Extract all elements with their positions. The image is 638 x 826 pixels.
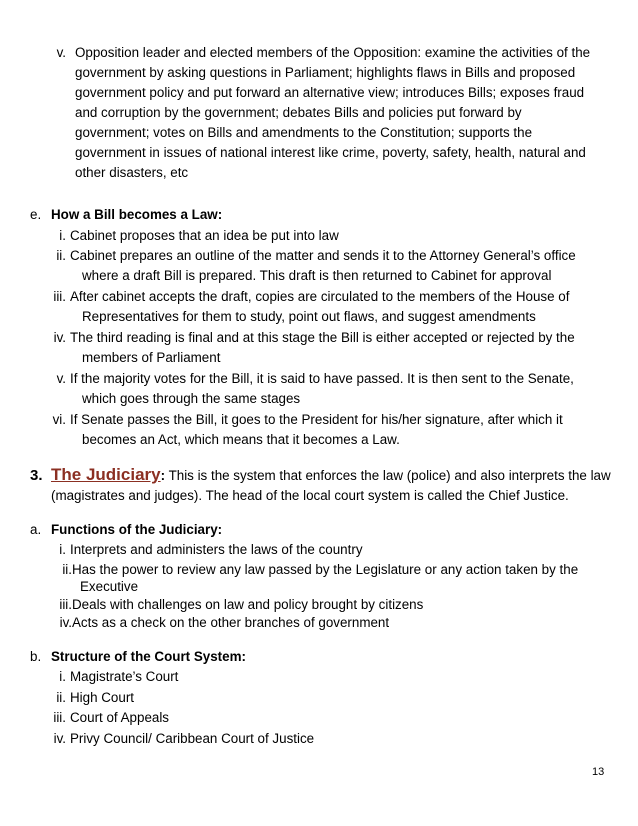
list-marker: iii. <box>59 597 72 612</box>
list-marker: iii. <box>53 710 66 725</box>
list-item: which goes through the same stages <box>82 391 301 406</box>
list-marker: iii. <box>53 289 66 304</box>
text-line: Opposition leader and elected members of the Opposition: examine the activities of the <box>75 45 591 60</box>
judiciary-description-cont: (magistrates and judges). The head of the local court system is called the Chief Justice. <box>51 488 569 503</box>
page-number: 13 <box>592 766 605 778</box>
section-marker: e. <box>30 207 42 222</box>
list-marker: ii. <box>56 248 66 263</box>
list-item: Representatives for them to study, point out flaws, and suggest amendments <box>82 309 536 324</box>
list-marker: v. <box>56 45 66 60</box>
list-marker: ii. <box>56 690 66 705</box>
list-item: Cabinet proposes that an idea be put into law <box>70 228 339 243</box>
list-item: Has the power to review any law passed by the Legislature or any action taken by the <box>72 562 579 577</box>
list-item: members of Parliament <box>82 350 221 365</box>
list-marker: i. <box>59 669 66 684</box>
list-marker: iv. <box>53 330 66 345</box>
list-marker: i. <box>59 228 66 243</box>
judiciary-colon: : <box>160 468 166 483</box>
judiciary-heading-line <box>51 466 611 485</box>
list-item: After cabinet accepts the draft, copies are circulated to the members of the House of <box>70 289 570 304</box>
text-line: government by asking questions in Parliament; highlights flaws in Bills and proposed <box>75 65 576 80</box>
list-marker: vi. <box>52 412 66 427</box>
section-heading: Functions of the Judiciary: <box>51 522 223 537</box>
section-number: 3. <box>30 467 43 484</box>
list-marker: ii. <box>62 562 72 577</box>
list-marker: iv. <box>53 731 66 746</box>
list-marker: i. <box>59 542 66 557</box>
text-line: government policy and put forward an alternative view; introduces Bills; exposes fraud <box>75 85 585 100</box>
list-item: Court of Appeals <box>70 710 170 725</box>
list-item: If Senate passes the Bill, it goes to the President for his/her signature, after which it <box>70 412 563 427</box>
text-line: and corruption by the government; debates Bills and policies put forward by <box>75 105 522 120</box>
list-item: Deals with challenges on law and policy brought by citizens <box>72 597 424 612</box>
list-item: becomes an Act, which means that it becomes a Law. <box>82 432 400 447</box>
judiciary-description: This is the system that enforces the law (police) and also interprets the law <box>168 468 611 483</box>
section-heading: How a Bill becomes a Law: <box>51 207 223 222</box>
section-marker: b. <box>30 649 42 664</box>
section-heading: Structure of the Court System: <box>51 649 246 664</box>
list-item: If the majority votes for the Bill, it is said to have passed. It is then sent to the Senate, <box>70 371 574 386</box>
list-item: Acts as a check on the other branches of government <box>72 615 390 630</box>
list-item: Magistrate’s Court <box>70 669 179 684</box>
list-marker: v. <box>56 371 66 386</box>
list-marker: iv. <box>59 615 72 630</box>
text-line: government in issues of national interest like crime, poverty, safety, health, natural and <box>75 145 586 160</box>
list-item: Privy Council/ Caribbean Court of Justice <box>70 731 315 746</box>
list-item: Executive <box>80 579 139 594</box>
judiciary-title: The Judiciary <box>51 465 161 484</box>
list-item: The third reading is final and at this stage the Bill is either accepted or rejected by the <box>70 330 575 345</box>
list-item: where a draft Bill is prepared. This draft is then returned to Cabinet for approval <box>82 268 552 283</box>
text-line: government; votes on Bills and amendments to the Constitution; supports the <box>75 125 533 140</box>
section-marker: a. <box>30 522 42 537</box>
text-line: other disasters, etc <box>75 165 189 180</box>
list-item: Interprets and administers the laws of the country <box>70 542 363 557</box>
list-item: Cabinet prepares an outline of the matter and sends it to the Attorney General’s office <box>70 248 576 263</box>
list-item: High Court <box>70 690 135 705</box>
